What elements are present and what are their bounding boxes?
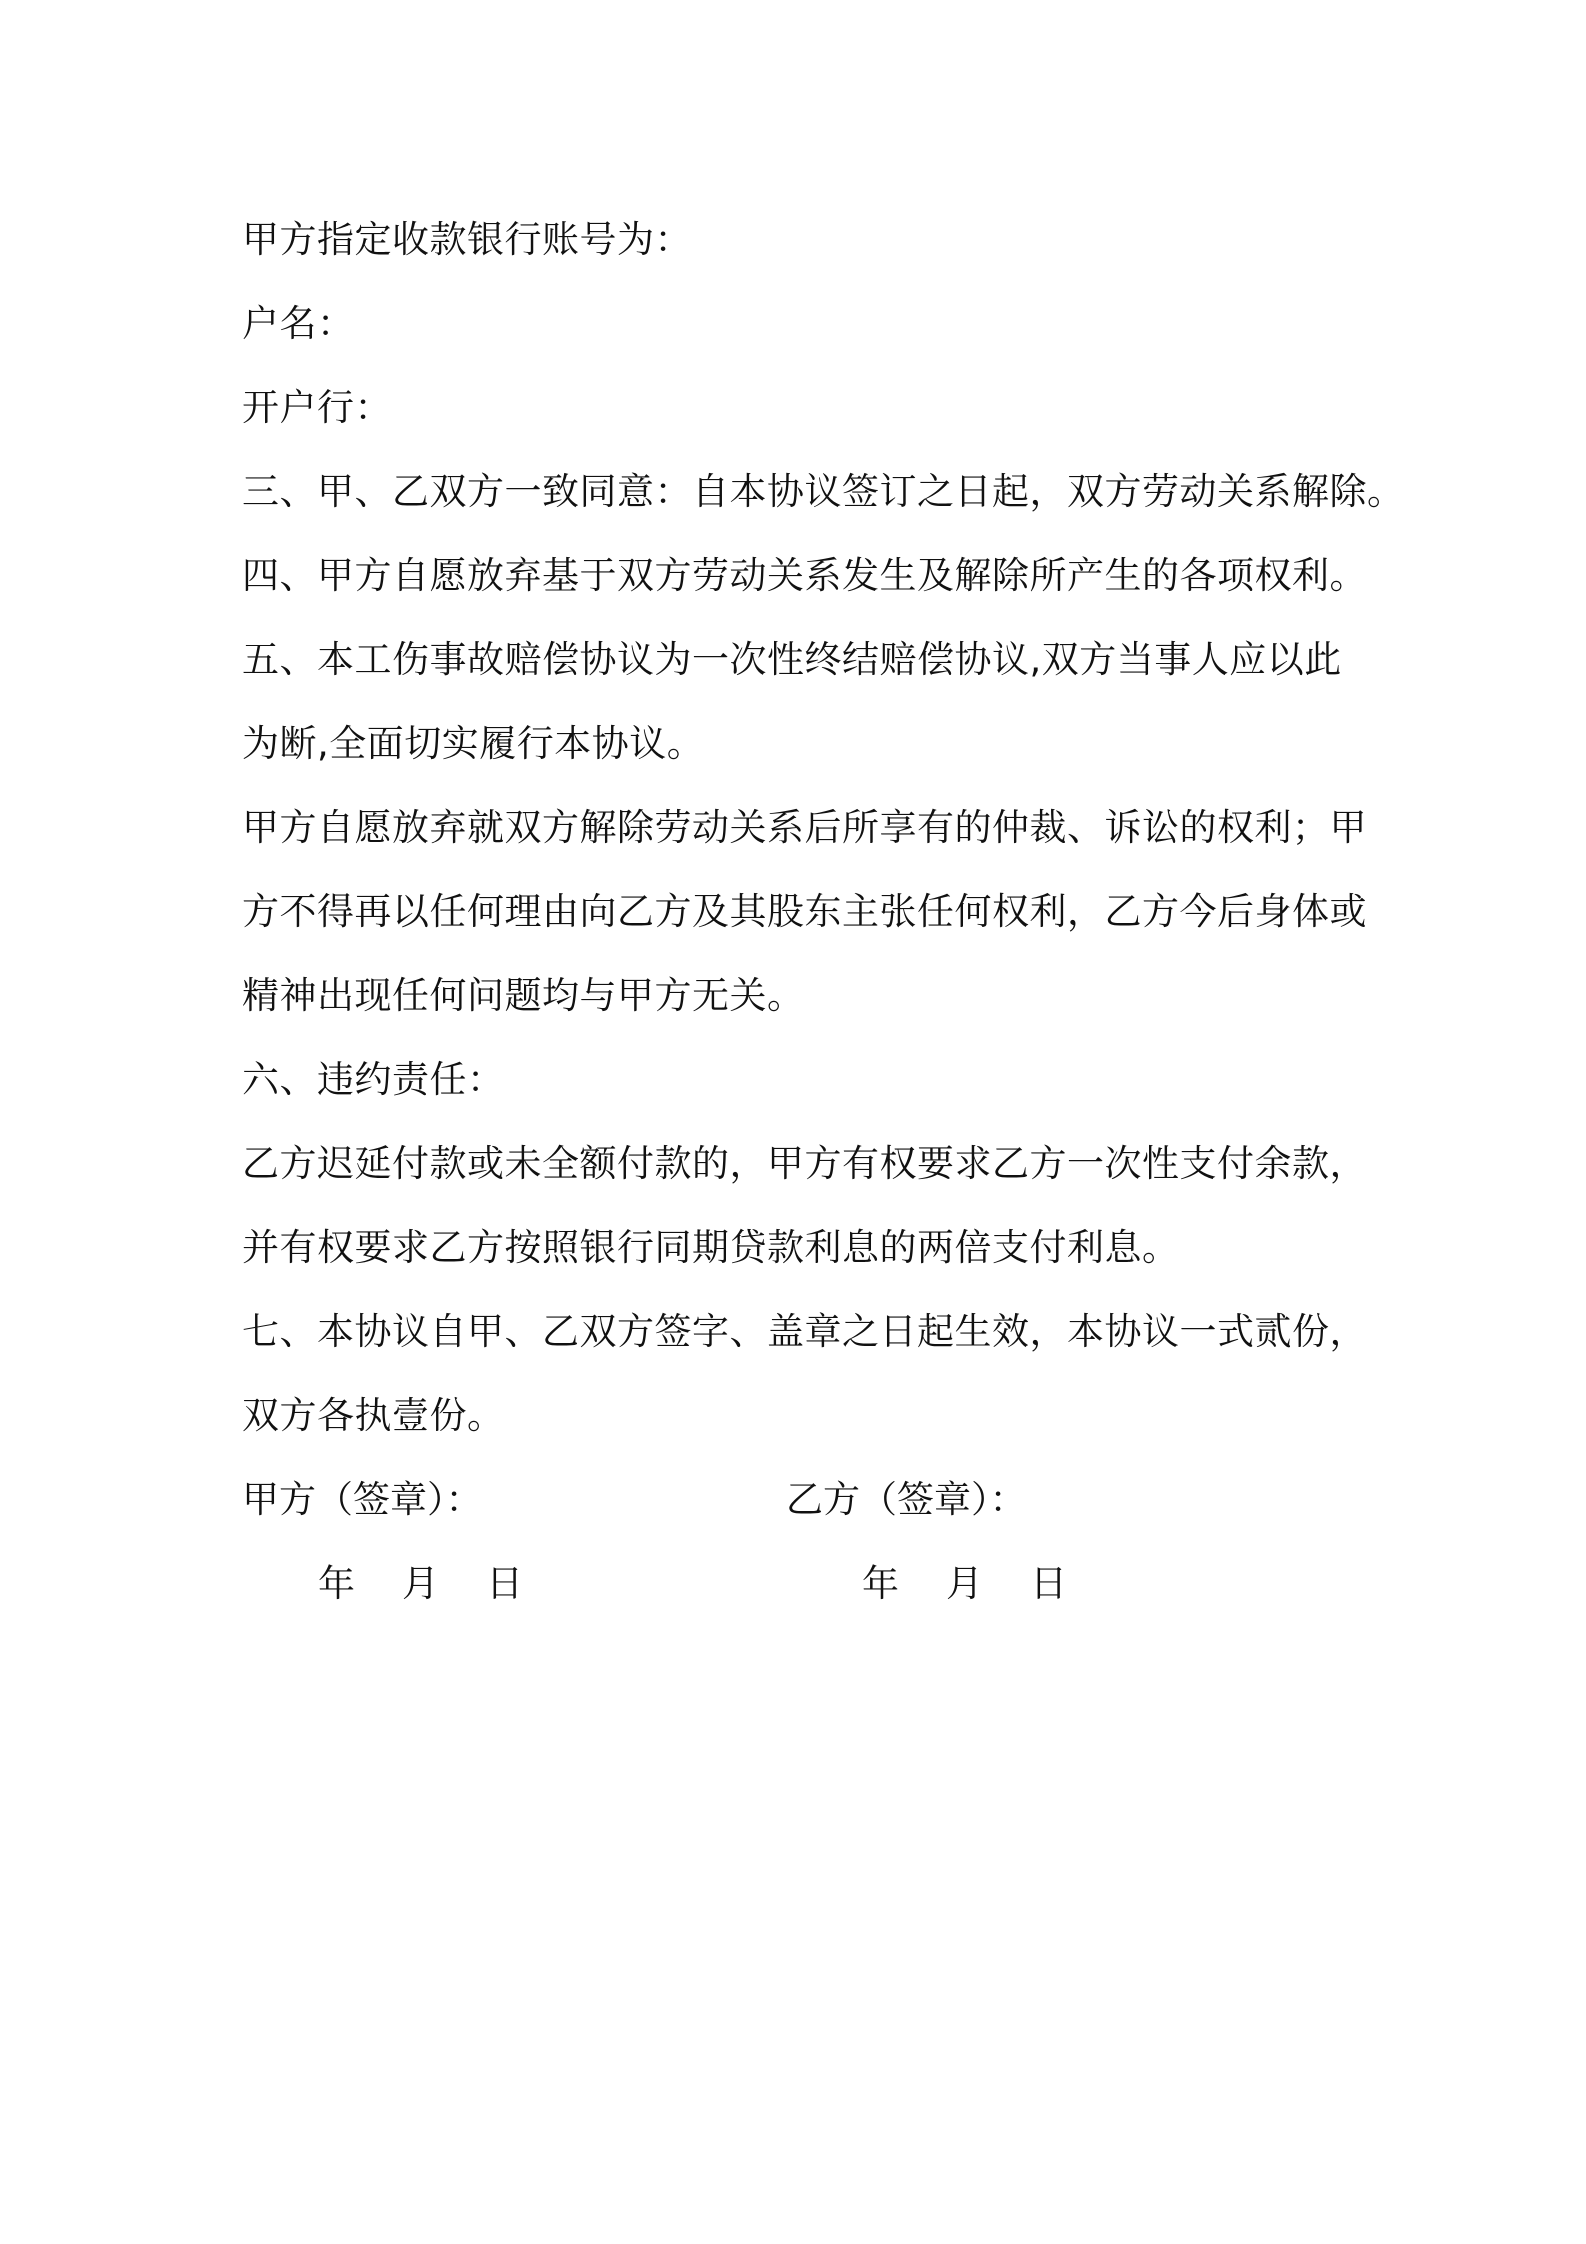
party-a-signature-label: 甲方（签章）： [242, 1478, 483, 1521]
clause-five-line-2: 为断,全面切实履行本协议。 [242, 722, 705, 765]
date-row [242, 1542, 1362, 1626]
clause-three: 三、甲、乙双方一致同意：自本协议签订之日起，双方劳动关系解除。 [242, 470, 1405, 513]
liability-line-1: 乙方迟延付款或未全额付款的，甲方有权要求乙方一次性支付余款， [242, 1142, 1367, 1185]
document-body [242, 198, 1405, 1626]
waiver-line-1: 甲方自愿放弃就双方解除劳动关系后所享有的仲裁、诉讼的权利；甲 [242, 806, 1367, 849]
waiver-line-3: 精神出现任何问题均与甲方无关。 [242, 974, 805, 1017]
bank-account-line: 甲方指定收款银行账号为： [242, 218, 692, 261]
clause-four: 四、甲方自愿放弃基于双方劳动关系发生及解除所产生的各项权利。 [242, 554, 1367, 597]
clause-six-heading: 六、违约责任： [242, 1058, 505, 1101]
clause-five-line-1: 五、本工伤事故赔偿协议为一次性终结赔偿协议,双方当事人应以此 [242, 638, 1342, 681]
signature-row [242, 1458, 1362, 1542]
liability-line-2: 并有权要求乙方按照银行同期贷款利息的两倍支付利息。 [242, 1226, 1180, 1269]
clause-seven-line-2: 双方各执壹份。 [242, 1394, 505, 1437]
account-name-line: 户名： [242, 302, 355, 345]
bank-branch-line: 开户行： [242, 386, 392, 429]
clause-seven-line-1: 七、本协议自甲、乙双方签字、盖章之日起生效，本协议一式贰份， [242, 1310, 1367, 1353]
waiver-line-2: 方不得再以任何理由向乙方及其股东主张任何权利，乙方今后身体或 [242, 890, 1367, 933]
party-b-date: 年 月 日 [862, 1562, 1068, 1605]
party-a-date: 年 月 日 [318, 1562, 524, 1605]
party-b-signature-label: 乙方（签章）： [786, 1478, 1027, 1521]
